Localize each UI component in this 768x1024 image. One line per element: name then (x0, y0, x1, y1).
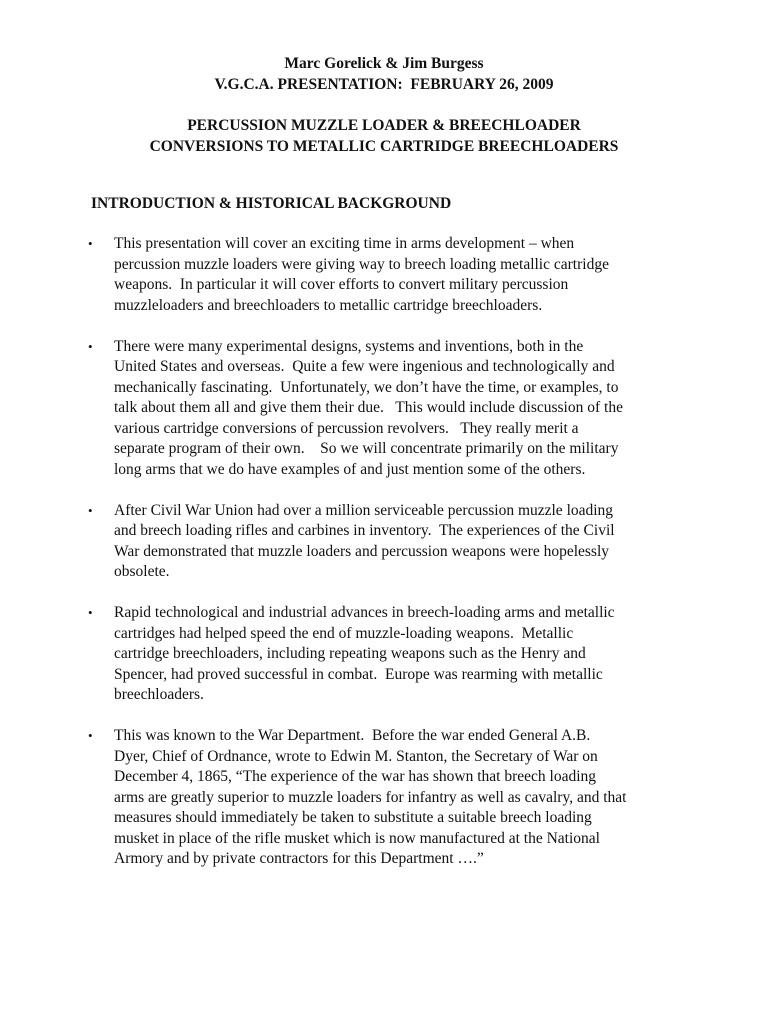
paragraph-line: mechanically fascinating. Unfortunately, we don’t have the time, or examples, to (114, 378, 619, 396)
section-heading: INTRODUCTION & HISTORICAL BACKGROUND (91, 195, 452, 212)
bullet-item (0, 501, 768, 583)
paragraph-line: breechloaders. (114, 686, 204, 703)
bullet-point-icon: • (88, 502, 93, 518)
paragraph-line: United States and overseas. Quite a few were ingenious and technologically and (114, 358, 615, 375)
presentation-date-line: V.G.C.A. PRESENTATION: FEBRUARY 26, 2009 (214, 75, 554, 93)
bullet-point-icon: • (88, 728, 93, 743)
bullet-paragraph (114, 603, 768, 706)
paragraph-line: After Civil War Union had over a million serviceable percussion muzzle loading (114, 501, 614, 519)
bullet-paragraph (114, 501, 768, 583)
paragraph-line: December 4, 1865, “The experience of the war has shown that breech loading (114, 768, 597, 785)
paragraph-line: long arms that we do have examples of and just mention some of the others. (114, 460, 586, 478)
document-header (0, 54, 768, 95)
paragraph-line: various cartridge conversions of percussion revolvers. They really merit a (114, 419, 579, 437)
paragraph-line: obsolete. (114, 563, 170, 580)
bullet-paragraph (114, 234, 768, 316)
paragraph-line: cartridge breechloaders, including repeating weapons such as the Henry and (114, 645, 586, 662)
bullet-list (0, 234, 768, 890)
paragraph-line: talk about them all and give them their due. This would include discussion of the (114, 399, 623, 416)
paragraph-line: War demonstrated that muzzle loaders and percussion weapons were hopelessly (114, 542, 610, 560)
bullet-item (0, 337, 768, 481)
authors-line: Marc Gorelick & Jim Burgess (284, 55, 484, 72)
document-title (0, 116, 768, 157)
bullet-point-icon: • (88, 338, 93, 354)
bullet-paragraph (114, 726, 768, 870)
title-line-2: CONVERSIONS TO METALLIC CARTRIDGE BREECHLOADERS (149, 137, 619, 155)
paragraph-line: and breech loading rifles and carbines in inventory. The experiences of the Civil (114, 522, 615, 539)
paragraph-line: Rapid technological and industrial advances in breech-loading arms and metallic (114, 604, 615, 621)
paragraph-line: cartridges had helped speed the end of muzzle-loading weapons. Metallic (114, 624, 574, 642)
bullet-paragraph (114, 337, 768, 481)
bullet-item (0, 726, 768, 870)
bullet-item (0, 234, 768, 316)
paragraph-line: This was known to the War Department. Before the war ended General A.B. (114, 727, 591, 744)
paragraph-line: Dyer, Chief of Ordnance, wrote to Edwin M. Stanton, the Secretary of War on (114, 747, 598, 765)
paragraph-line: Armory and by private contractors for this Department ….” (114, 850, 484, 867)
paragraph-line: weapons. In particular it will cover efforts to convert military percussion (114, 276, 569, 293)
paragraph-line: musket in place of the rifle musket which is now manufactured at the National (114, 829, 600, 847)
title-line-1: PERCUSSION MUZZLE LOADER & BREECHLOADER (187, 117, 581, 134)
paragraph-line: arms are greatly superior to muzzle loaders for infantry as well as cavalry, and that (114, 788, 627, 806)
paragraph-line: separate program of their own. So we will concentrate primarily on the military (114, 440, 619, 457)
paragraph-line: Spencer, had proved successful in combat. Europe was rearming with metallic (114, 665, 603, 683)
paragraph-line: This presentation will cover an exciting time in arms development – when (114, 235, 575, 252)
paragraph-line: measures should immediately be taken to substitute a suitable breech loading (114, 809, 592, 826)
paragraph-line: There were many experimental designs, systems and inventions, both in the (114, 337, 584, 355)
bullet-point-icon: • (88, 605, 93, 620)
bullet-item (0, 603, 768, 706)
bullet-point-icon: • (88, 236, 93, 251)
paragraph-line: muzzleloaders and breechloaders to metallic cartridge breechloaders. (114, 296, 543, 314)
paragraph-line: percussion muzzle loaders were giving way to breech loading metallic cartridge (114, 255, 609, 273)
